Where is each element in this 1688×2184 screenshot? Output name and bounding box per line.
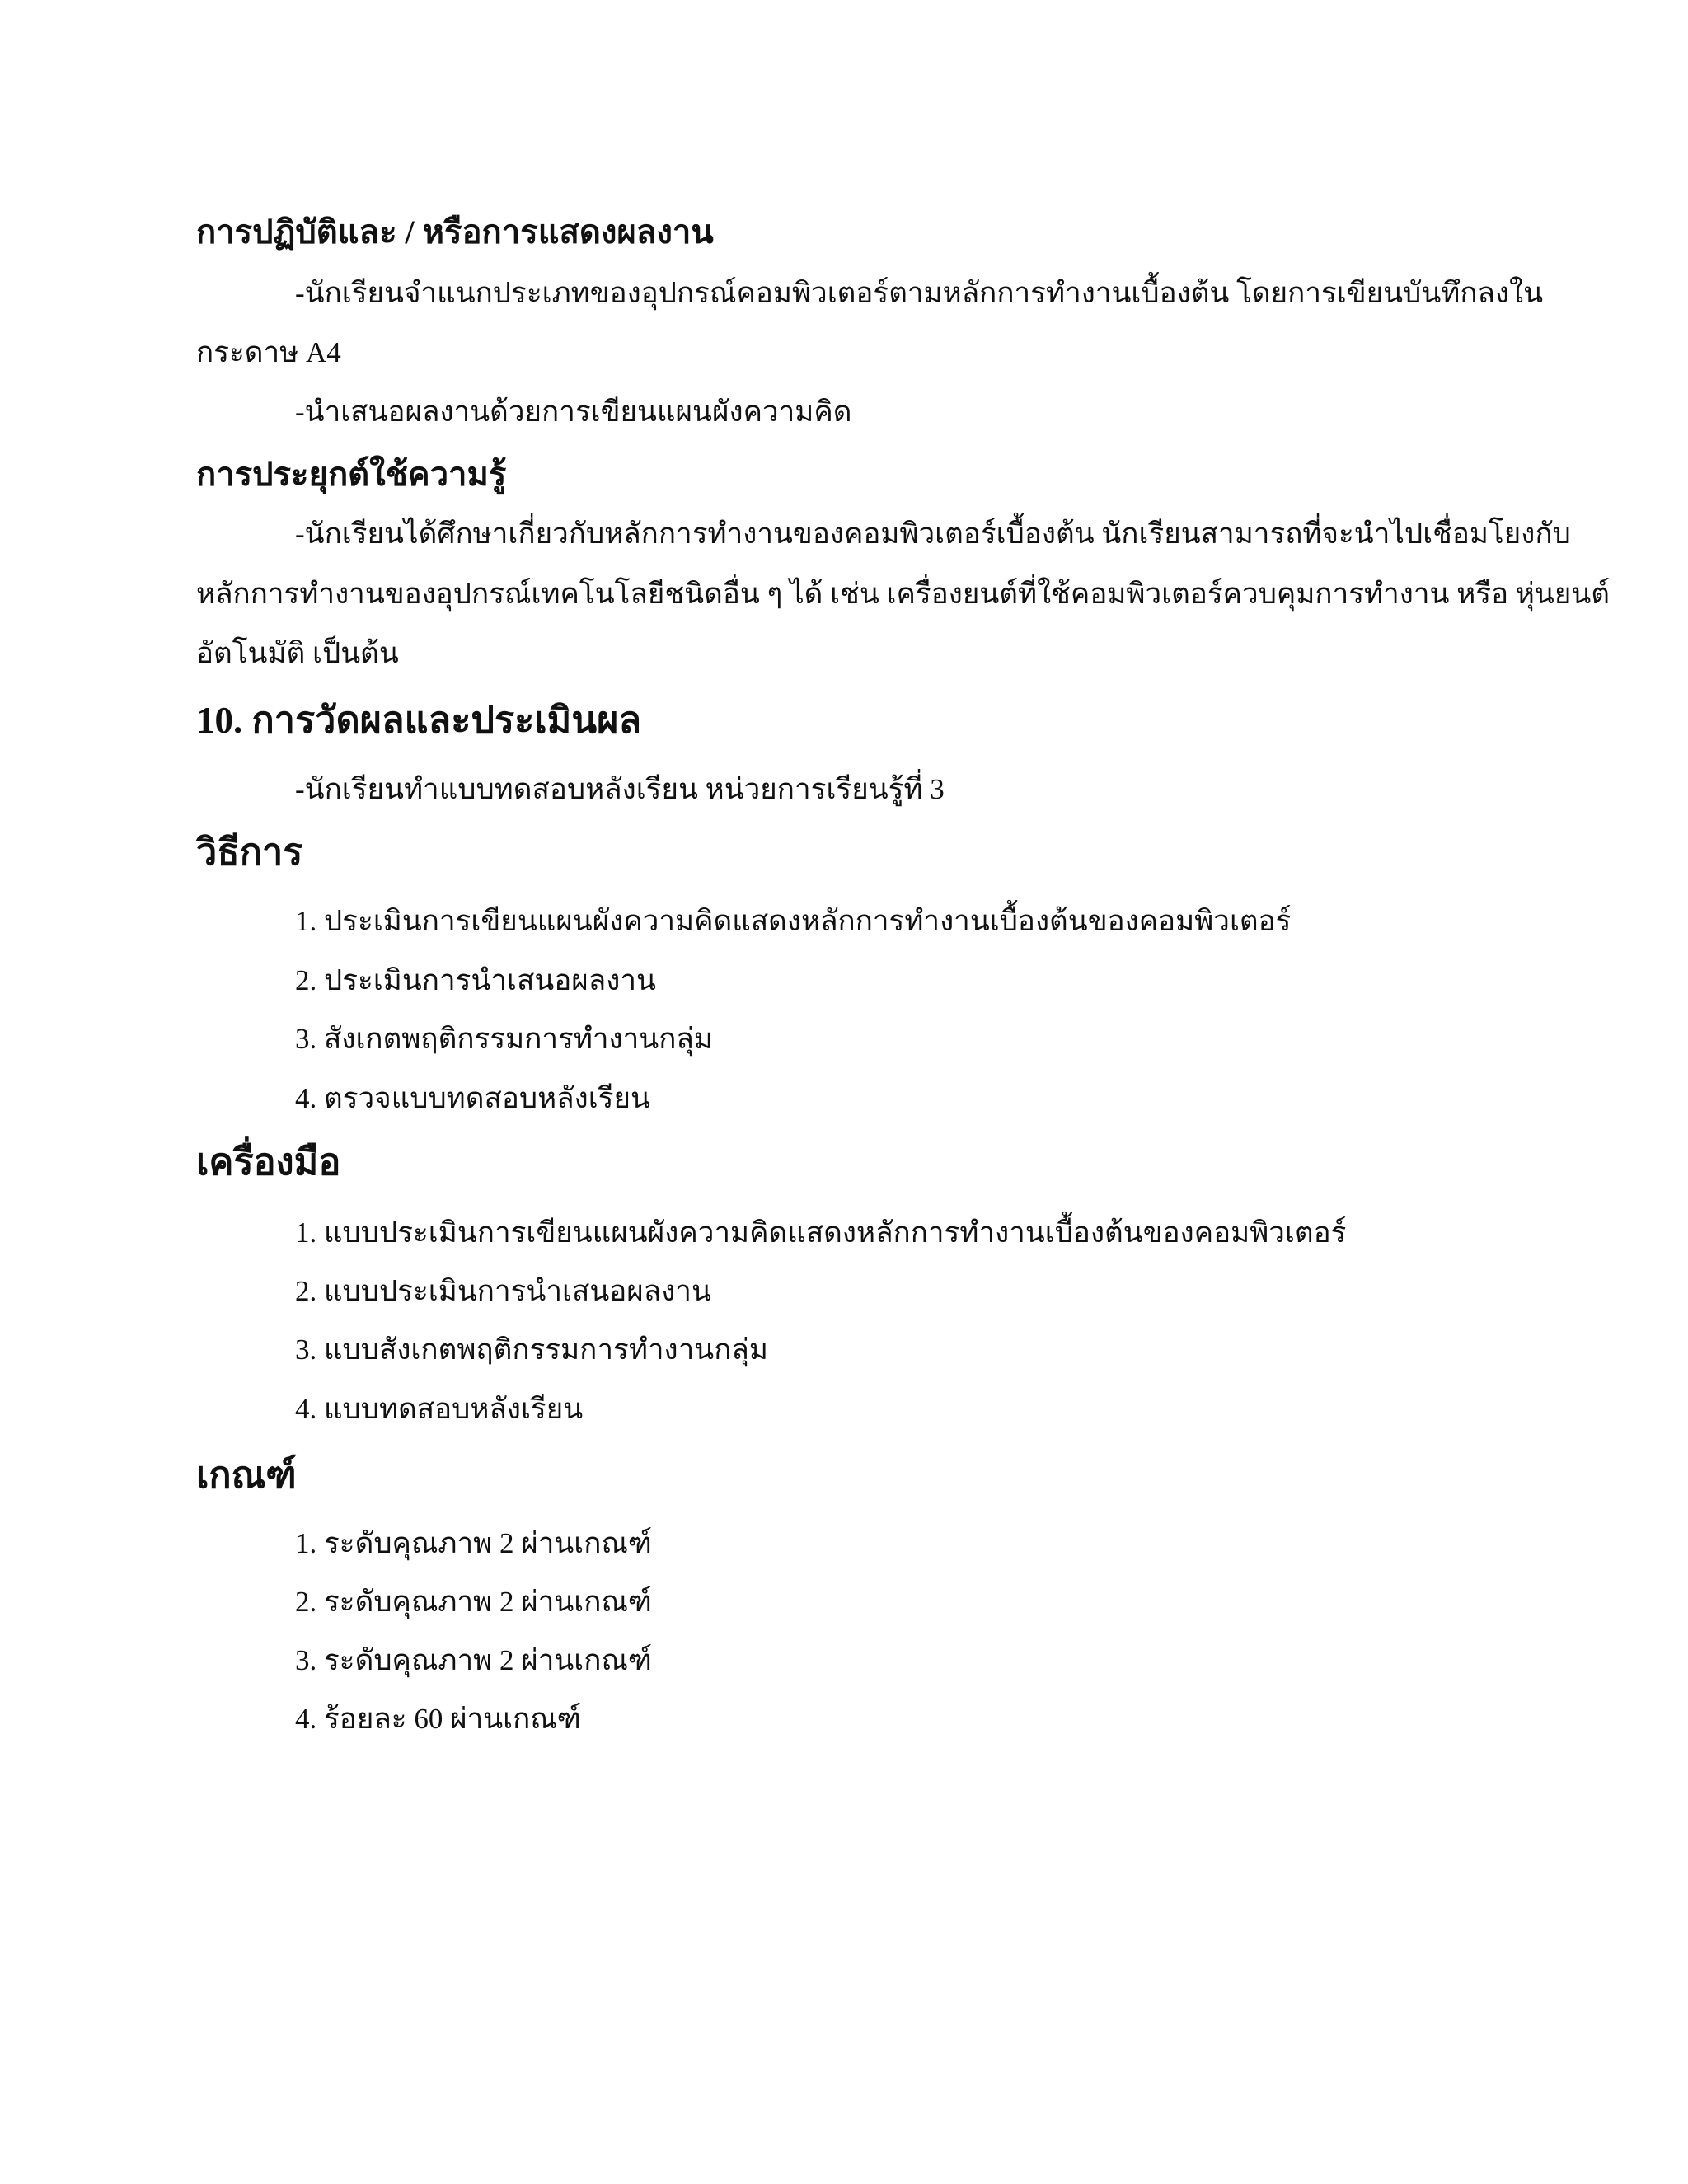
- criteria-item-2: 2. ระดับคุณภาพ 2 ผ่านเกณฑ์: [295, 1586, 652, 1618]
- practice-paragraph-2: -นำเสนอผลงานด้วยการเขียนแผนผังความคิด: [295, 396, 852, 428]
- heading-evaluation: 10. การวัดผลและประเมินผล: [196, 700, 642, 741]
- heading-methods: วิธีการ: [196, 832, 303, 873]
- tool-item-3: 3. แบบสังเกตพฤติกรรมการทำงานกลุ่ม: [295, 1333, 768, 1366]
- criteria-item-4: 4. ร้อยละ 60 ผ่านเกณฑ์: [295, 1703, 581, 1735]
- practice-paragraph-line-2: กระดาษ A4: [196, 336, 341, 368]
- tool-item-1: 1. แบบประเมินการเขียนแผนผังความคิดแสดงหลักการทำงานเบื้องต้นของคอมพิวเตอร์: [295, 1216, 1347, 1249]
- heading-practice: การปฏิบัติและ / หรือการแสดงผลงาน: [196, 213, 714, 251]
- method-item-4: 4. ตรวจแบบทดสอบหลังเรียน: [295, 1082, 650, 1114]
- method-item-2: 2. ประเมินการนำเสนอผลงาน: [295, 964, 656, 996]
- criteria-item-1: 1. ระดับคุณภาพ 2 ผ่านเกณฑ์: [295, 1527, 652, 1559]
- criteria-item-3: 3. ระดับคุณภาพ 2 ผ่านเกณฑ์: [295, 1644, 652, 1676]
- evaluation-line-1: -นักเรียนทำแบบทดสอบหลังเรียน หน่วยการเรียนรู้ที่ 3: [295, 773, 945, 805]
- method-item-3: 3. สังเกตพฤติกรรมการทำงานกลุ่ม: [295, 1023, 713, 1055]
- apply-line-1: -นักเรียนได้ศึกษาเกี่ยวกับหลักการทำงานของคอมพิวเตอร์เบื้องต้น นักเรียนสามารถที่จะนำไปเชื่อมโยงกับ: [295, 518, 1571, 550]
- apply-line-3: อัตโนมัติ เป็นต้น: [196, 637, 399, 669]
- tool-item-4: 4. แบบทดสอบหลังเรียน: [295, 1393, 584, 1425]
- method-item-1: 1. ประเมินการเขียนแผนผังความคิดแสดงหลักการทำงานเบื้องต้นของคอมพิวเตอร์: [295, 905, 1292, 937]
- tool-item-2: 2. แบบประเมินการนำเสนอผลงาน: [295, 1275, 711, 1307]
- apply-line-2: หลักการทำงานของอุปกรณ์เทคโนโลยีชนิดอื่น ๆ ได้ เช่น เครื่องยนต์ที่ใช้คอมพิวเตอร์ควบคุมการทำงาน หรือ หุ่นยนต์: [196, 578, 1610, 610]
- heading-criteria: เกณฑ์: [196, 1455, 297, 1496]
- heading-apply-knowledge: การประยุกต์ใช้ความรู้: [196, 456, 507, 493]
- practice-paragraph-line-1: -นักเรียนจำแนกประเภทของอุปกรณ์คอมพิวเตอร์ตามหลักการทำงานเบื้องต้น โดยการเขียนบันทึกลงใน: [295, 277, 1544, 309]
- heading-tools: เครื่องมือ: [196, 1141, 341, 1183]
